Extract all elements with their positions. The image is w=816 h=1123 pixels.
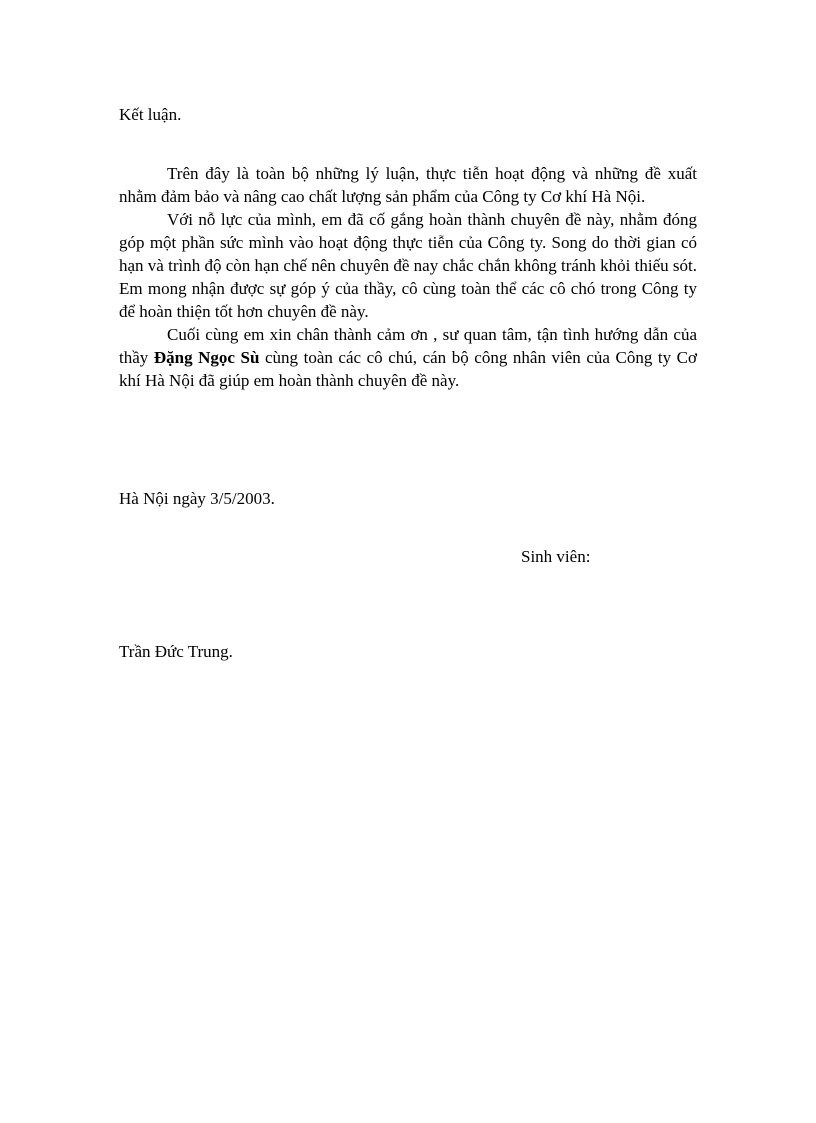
paragraph-intro: Trên đây là toàn bộ những lý luận, thực tiễn hoạt động và những đề xuất nhằm đảm bảo và nâng cao chất lượng sản phẩm của Công ty Cơ khí Hà Nội. [119, 164, 697, 206]
document-body [119, 162, 697, 392]
thanks-text-before: Cuối cùng em xin chân thành cảm ơn , sư quan tâm, tận tình hướng dẫn của thầy [119, 325, 697, 367]
paragraph-thanks [119, 323, 697, 392]
signer-name: Trần Đức Trung. [119, 642, 233, 661]
document-heading: Kết luận. [119, 105, 182, 124]
paragraph-effort: Với nỗ lực của mình, em đã cố gắng hoàn thành chuyên đề này, nhằm đóng góp một phần sức mình vào hoạt động thực tiễn của Công ty. Song do thời gian có hạn và trình độ còn hạn chế nên chuyên đề nay chắc chắn không tránh khỏi thiếu sót. Em mong nhận được sự góp ý của thầy, cô cùng toàn thể các cô chó trong Công ty để hoàn thiện tốt hơn chuyên đề này. [119, 210, 697, 321]
date-line: Hà Nội ngày 3/5/2003. [119, 489, 275, 508]
thanks-text-after: cùng toàn các cô chú, cán bộ công nhân viên của Công ty Cơ khí Hà Nội đã giúp em hoàn thành chuyên đề này. [119, 348, 697, 390]
advisor-name: Đặng Ngọc Sù [153, 348, 260, 367]
signer-label: Sinh viên: [521, 547, 591, 566]
